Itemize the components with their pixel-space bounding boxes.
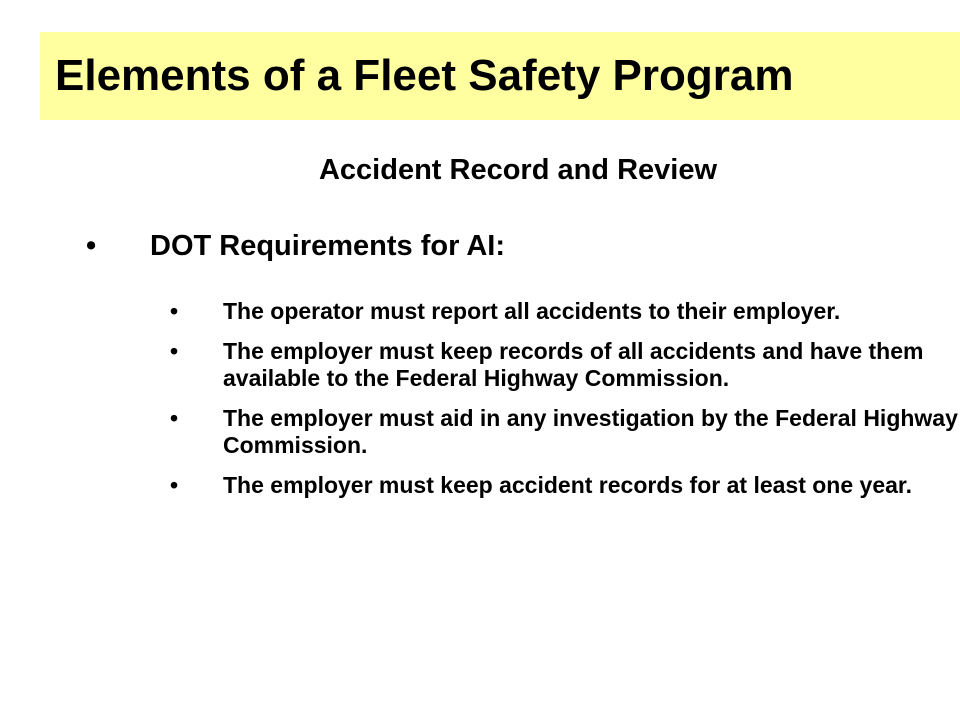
sub-bullet-list — [170, 298, 960, 512]
slide-subtitle: Accident Record and Review — [318, 154, 718, 186]
sub-bullet-item — [170, 405, 960, 459]
bullet-icon: • — [170, 405, 179, 431]
sub-bullet-text: The employer must keep records of all accidents and have them available to the Federal Highway Commission. — [223, 338, 924, 391]
sub-bullet-text: The employer must aid in any investigation by the Federal Highway Commission. — [223, 405, 958, 458]
sub-bullet-item — [170, 472, 960, 499]
bullet-icon: • — [170, 298, 179, 324]
bullet-icon: • — [170, 338, 179, 364]
main-bullet-item — [86, 228, 505, 264]
bullet-icon: • — [170, 472, 179, 498]
sub-bullet-item — [170, 338, 960, 392]
sub-bullet-text: The operator must report all accidents to their employer. — [223, 298, 841, 324]
bullet-icon: • — [86, 230, 97, 262]
sub-bullet-item — [170, 298, 960, 325]
main-bullet-text: DOT Requirements for AI: — [150, 230, 506, 262]
sub-bullet-text: The employer must keep accident records for at least one year. — [223, 472, 912, 498]
main-bullet-list — [86, 228, 505, 264]
slide-title: Elements of a Fleet Safety Program — [55, 51, 794, 100]
